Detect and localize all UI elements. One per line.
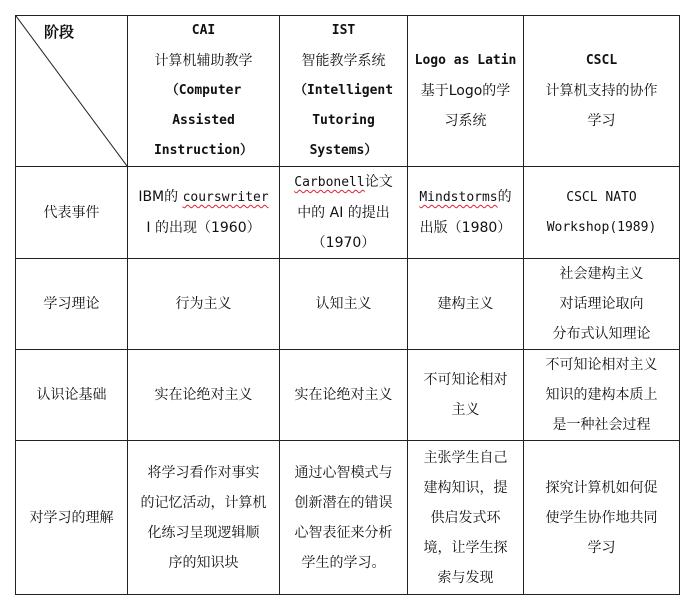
understanding-logo-2: 建构知识，提	[423, 479, 508, 496]
cai-en-2: Assisted	[172, 113, 235, 128]
understanding-logo	[408, 441, 524, 595]
cai-cn: 计算机辅助教学	[154, 53, 253, 69]
epistemology-logo	[408, 350, 524, 441]
events-ist-d: （1970）	[311, 235, 376, 251]
header-logo	[408, 16, 524, 167]
theory-cscl-1: 社会建构主义	[559, 266, 644, 282]
theory-cai: 行为主义	[128, 259, 280, 350]
header-ist	[280, 16, 408, 167]
logo-cn-1: 基于Logo的学	[420, 83, 511, 99]
events-logo-b: 的	[497, 189, 512, 205]
understanding-ist-2: 创新潜在的错误	[294, 494, 393, 511]
theory-cscl-2: 对话理论取向	[559, 296, 644, 312]
understanding-logo-4: 境，让学生探	[423, 539, 508, 556]
events-ist-c: 中的 AI 的提出	[297, 205, 390, 221]
events-cscl-b: Workshop(1989)	[546, 219, 657, 235]
cai-en-3: Instruction）	[153, 143, 254, 158]
understanding-cscl	[524, 441, 680, 595]
events-row	[16, 167, 680, 259]
cscl-cn-2: 学习	[587, 113, 616, 129]
events-ist-b: 论文	[364, 174, 393, 190]
events-cai	[128, 167, 280, 259]
understanding-logo-3: 供启发式环	[430, 509, 501, 526]
cai-en-1: （Computer	[165, 83, 242, 98]
events-logo-a: Mindstorms	[419, 190, 498, 205]
epistemology-row	[16, 350, 680, 441]
understanding-cai-3: 化练习呈现逻辑顺	[147, 524, 260, 541]
understanding-ist-3: 心智表征来分析	[294, 524, 393, 541]
epistemology-ist: 实在论绝对主义	[280, 350, 408, 441]
understanding-cscl-1: 探究计算机如何促	[545, 479, 658, 496]
understanding-logo-1: 主张学生自己	[423, 449, 508, 466]
header-row	[16, 16, 680, 167]
understanding-cscl-3: 学习	[587, 539, 616, 556]
theory-logo: 建构主义	[408, 259, 524, 350]
epistemology-label: 认识论基础	[16, 350, 128, 441]
epistemology-cscl	[524, 350, 680, 441]
theory-cscl	[524, 259, 680, 350]
events-cscl	[524, 167, 680, 259]
events-ist-a: Carbonell	[294, 175, 365, 190]
ist-abbr: IST	[331, 23, 356, 38]
cai-abbr: CAI	[191, 23, 216, 38]
epistemology-cai: 实在论绝对主义	[128, 350, 280, 441]
understanding-ist	[280, 441, 408, 595]
cscl-abbr: CSCL	[585, 53, 618, 68]
epistemology-cscl-1: 不可知论相对主义	[545, 357, 658, 373]
events-cai-c: I 的出现（1960）	[146, 220, 261, 236]
events-logo-c: 出版（1980）	[419, 220, 512, 236]
stage-corner-cell	[16, 16, 128, 167]
logo-en: Logo as Latin	[414, 53, 517, 68]
understanding-label: 对学习的理解	[16, 441, 128, 595]
theory-cscl-3: 分布式认知理论	[552, 326, 651, 342]
understanding-cai-1: 将学习看作对事实	[147, 464, 260, 481]
ist-en-3: Systems）	[309, 143, 378, 158]
events-label: 代表事件	[16, 167, 128, 259]
theory-label: 学习理论	[16, 259, 128, 350]
understanding-logo-5: 索与发现	[437, 569, 494, 586]
events-cai-a: IBM的	[138, 189, 183, 205]
logo-cn-2: 习系统	[444, 113, 487, 129]
header-cai	[128, 16, 280, 167]
understanding-ist-1: 通过心智模式与	[294, 464, 393, 481]
header-cscl	[524, 16, 680, 167]
understanding-cscl-2: 使学生协作地共同	[545, 509, 658, 526]
understanding-cai-4: 序的知识块	[168, 554, 239, 571]
epistemology-cscl-3: 是一种社会过程	[552, 417, 651, 433]
epistemology-cscl-2: 知识的建构本质上	[545, 387, 658, 403]
understanding-cai-2: 的记忆活动，计算机	[140, 494, 267, 511]
events-logo	[408, 167, 524, 259]
events-cai-b: courswriter	[182, 190, 269, 205]
events-cscl-a: CSCL NATO	[566, 189, 637, 205]
epistemology-logo-2: 主义	[451, 402, 480, 418]
theory-ist: 认知主义	[280, 259, 408, 350]
understanding-ist-4: 学生的学习。	[301, 554, 386, 571]
theory-row	[16, 259, 680, 350]
cscl-cn-1: 计算机支持的协作	[545, 83, 658, 99]
epistemology-logo-1: 不可知论相对	[423, 372, 508, 388]
events-ist	[280, 167, 408, 259]
comparison-table	[15, 15, 680, 595]
understanding-row	[16, 441, 680, 595]
ist-cn: 智能教学系统	[301, 53, 386, 69]
ist-en-2: Tutoring	[312, 113, 375, 128]
stage-label: 阶段	[44, 23, 75, 41]
ist-en-1: （Intelligent	[293, 83, 394, 98]
understanding-cai	[128, 441, 280, 595]
